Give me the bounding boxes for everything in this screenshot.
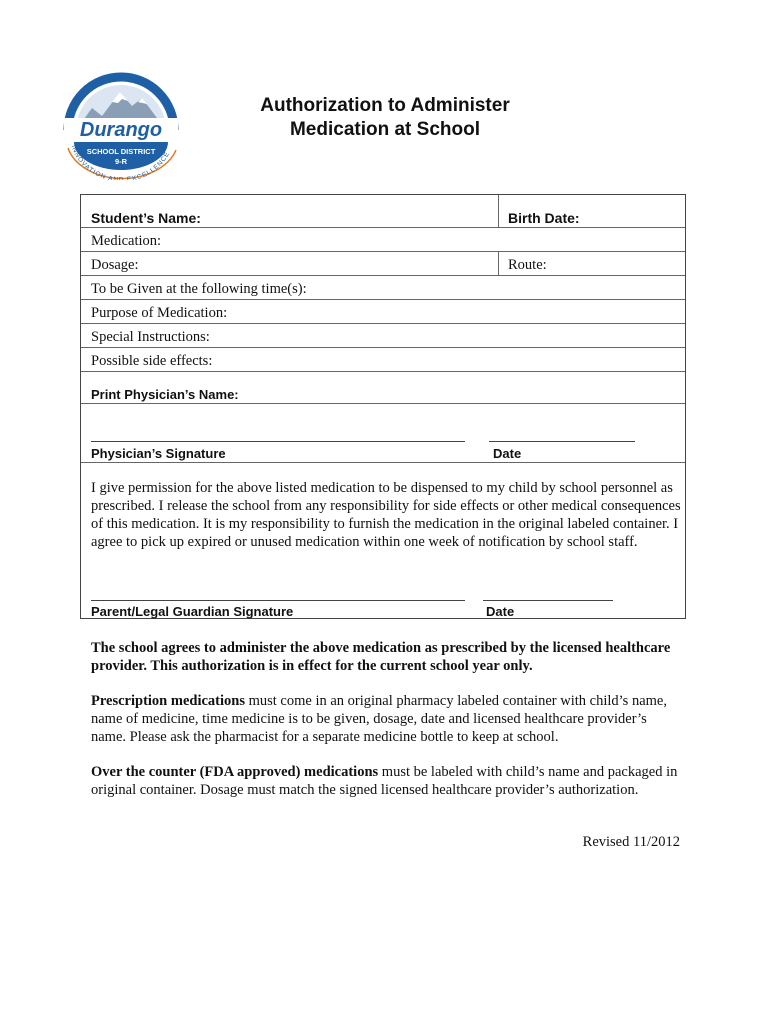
- revised-date: Revised 11/2012: [582, 834, 680, 850]
- logo-tagline: INNOVATION AN EXCELLENCE: [69, 144, 172, 180]
- physician-signature-line[interactable]: [91, 441, 465, 442]
- otc-lead: Over the counter (FDA approved) medications: [91, 764, 379, 780]
- student-name-field[interactable]: Student’s Name:: [91, 210, 201, 226]
- guardian-signature-line[interactable]: [91, 600, 465, 601]
- prescription-text: must come in an original pharmacy labeled container with child’s name, name of medicine, time medicine is to be given, dosage, date and licensed healthcare provider’s name. Please ask the pharmacist for a separate medicine bottle to keep at school.: [91, 693, 667, 745]
- permission-statement: I give permission for the above listed medication to be dispensed to my child by school personnel as prescribed. I release the school from any responsibility for side effects or other medical consequences of this medication. It is my responsibility to furnish the medication in the original labeled container. I agree to pick up expired or unused medication within one week of notification by school staff.: [91, 480, 681, 550]
- prescription-lead: Prescription medications: [91, 693, 245, 709]
- dosage-field[interactable]: Dosage:: [91, 257, 139, 273]
- logo-name: Durango: [79, 119, 163, 141]
- guardian-signature-label: Parent/Legal Guardian Signature: [91, 604, 294, 619]
- side-effects-field[interactable]: Possible side effects:: [91, 353, 213, 369]
- page-title: [200, 94, 570, 142]
- prescription-paragraph: [91, 692, 681, 746]
- logo-graphic: [62, 68, 180, 180]
- title-line-1: Authorization to Administer: [260, 95, 510, 116]
- times-field[interactable]: To be Given at the following time(s):: [91, 281, 307, 297]
- district-logo: [62, 68, 180, 180]
- title-line-2: Medication at School: [289, 119, 481, 140]
- physician-date-label: Date: [493, 446, 522, 461]
- logo-line2: 9-R: [114, 157, 128, 166]
- route-field[interactable]: Route:: [508, 257, 547, 273]
- agreement-text: The school agrees to administer the above medication as prescribed by the licensed healthcare provider. This authorization is in effect for the current school year only.: [91, 640, 671, 674]
- special-instructions-field[interactable]: Special Instructions:: [91, 329, 210, 345]
- guardian-date-line[interactable]: [483, 600, 613, 601]
- logo-line1: SCHOOL DISTRICT: [86, 147, 156, 156]
- medication-field[interactable]: Medication:: [91, 233, 162, 249]
- birth-date-field[interactable]: Birth Date:: [508, 210, 580, 226]
- guardian-date-label: Date: [486, 604, 515, 619]
- physician-signature-label: Physician’s Signature: [91, 446, 226, 461]
- purpose-field[interactable]: Purpose of Medication:: [91, 305, 228, 321]
- physician-date-line[interactable]: [489, 441, 635, 442]
- otc-text: must be labeled with child’s name and packaged in original container. Dosage must match the signed licensed healthcare provider’s authorization.: [91, 764, 678, 798]
- medication-form: [80, 194, 686, 619]
- otc-paragraph: [91, 763, 681, 799]
- physician-name-field[interactable]: Print Physician’s Name:: [91, 387, 239, 402]
